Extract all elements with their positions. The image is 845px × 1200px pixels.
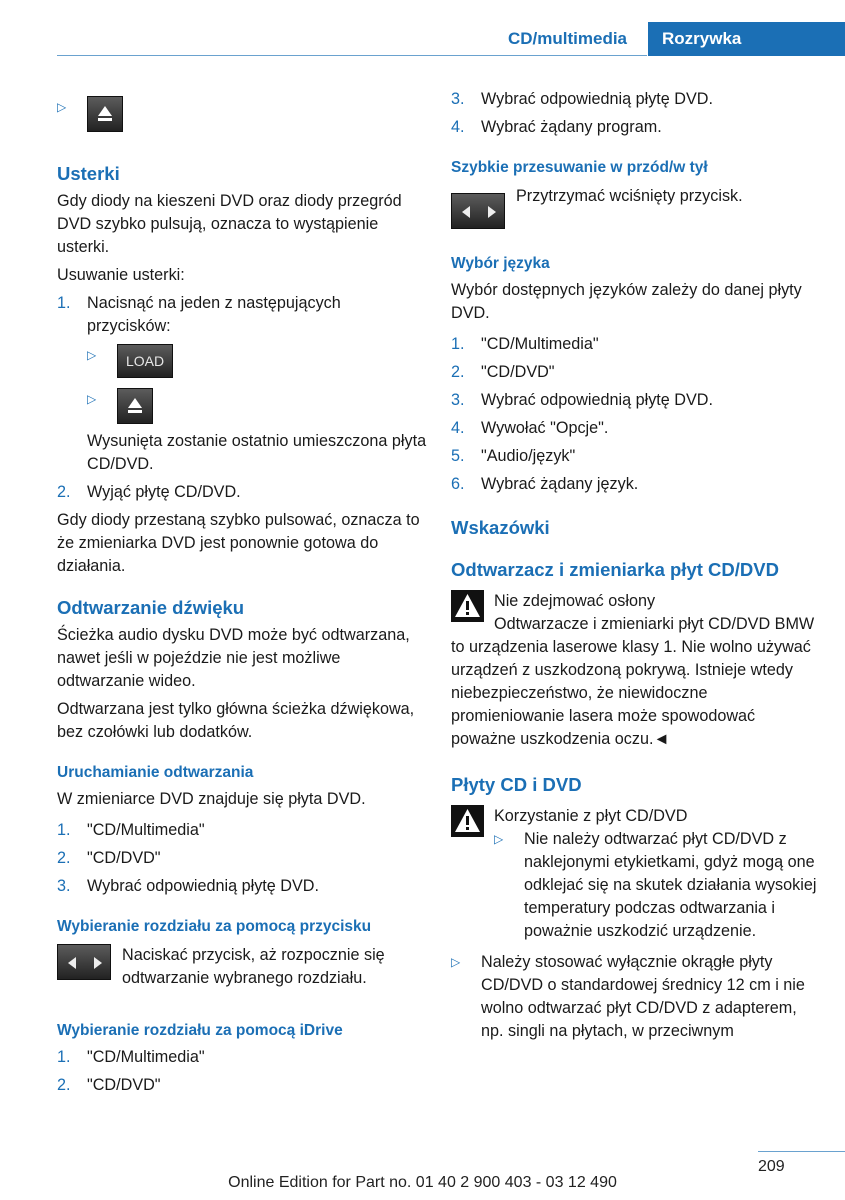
step-text: Wyjąć płytę CD/DVD. [87,483,241,501]
skip-buttons-icon [57,944,111,980]
warning-block [451,590,821,751]
section-title-odtwarzanie: Odtwarzanie dźwięku [57,597,245,618]
paragraph: Wybór dostępnych języków zależy do danej płyty DVD. [451,281,802,322]
paragraph: Odtwarzana jest tylko główna ścieżka dźwiękowa, bez czołówki lub dodatków. [57,700,415,741]
bullet-icon: ▷ [494,832,504,846]
warning-icon [451,805,484,837]
paragraph: Usuwanie usterki: [57,266,185,284]
skip-row [57,944,427,990]
section-title-plyty: Płyty CD i DVD [451,774,582,795]
step-text: "CD/Multimedia" [87,1048,205,1066]
list-item: 1. "CD/Multimedia" [57,819,427,842]
warning-title: Korzystanie z płyt CD/DVD [494,807,688,825]
paragraph: Naciskać przycisk, aż rozpocznie się odtwarzanie wybranego rozdziału. [122,946,385,987]
bullet-icon: ▷ [57,100,67,114]
bullet-icon: ▷ [451,955,461,969]
list-item: 3. Wybrać odpowiednią płytę DVD. [451,88,821,111]
section-title-odtwarzacz: Odtwarzacz i zmieniarka płyt CD/DVD [451,559,779,580]
warning-text: Odtwarzacze i zmieniarki płyt CD/DVD BMW to urządzenia laserowe klasy 1. Nie wolno używać urządzeń z uszkodzoną pokrywą. Istnieje wtedy niebezpieczeństwo, że niewidoczne promieniowanie lasera może spowodować poważne uszkodzenia oczu.◄ [451,615,815,748]
warning-title: Nie zdejmować osłony [494,592,656,610]
section-title-usterki: Usterki [57,163,120,184]
step-text: Wybrać żądany program. [481,118,662,136]
list-item: 2. "CD/DVD" [57,1074,427,1097]
list-item [451,951,821,1043]
list-item [494,828,821,943]
warning-icon [451,590,484,622]
step-text: "CD/DVD" [87,849,161,867]
subsection-title-idrive: Wybieranie rozdziału za pomocą iDrive [57,1022,343,1039]
step-text: Wybrać odpowiednią płytę DVD. [87,877,319,895]
skip-row [451,185,821,229]
step-text: Nacisnąć na jeden z następujących przycisków: [87,294,341,335]
bullet-icon: ▷ [87,348,97,362]
list-item: 1. "CD/Multimedia" [451,333,821,356]
list-item: 4. Wywołać "Opcje". [451,417,821,440]
eject-row [87,388,427,424]
subsection-title-uruchamianie: Uruchamianie odtwarzania [57,764,254,781]
subsection-title-jezyk: Wybór języka [451,255,550,272]
step-text: "CD/DVD" [87,1076,161,1094]
step-text: "CD/Multimedia" [87,821,205,839]
paragraph: W zmieniarce DVD znajduje się płyta DVD. [57,790,366,808]
step-text: Wybrać żądany język. [481,475,639,493]
load-button-icon: LOAD [117,344,173,378]
page-number: 209 [758,1158,785,1175]
load-row [87,344,427,378]
list-item: 6. Wybrać żądany język. [451,473,821,496]
step-text: Wybrać odpowiednią płytę DVD. [481,90,713,108]
paragraph: Przytrzymać wciśnięty przycisk. [516,187,743,205]
step-text: "Audio/język" [481,447,576,465]
eject-button-icon [117,388,153,424]
bullet-text: Należy stosować wyłącznie okrągłe płyty CD/DVD o standardowej średnicy 12 cm i nie wolno odtwarzać płyt CD/DVD z adapterem, np. singli na płytach, w przeciwnym [481,953,805,1040]
step-text: Wywołać "Opcje". [481,419,609,437]
skip-buttons-icon [451,193,505,229]
step-text: Wybrać odpowiednią płytę DVD. [481,391,713,409]
paragraph: Gdy diody na kieszeni DVD oraz diody przegród DVD szybko pulsują, oznacza to wystąpienie usterki. [57,192,402,256]
right-column [451,88,821,1048]
eject-row [57,96,427,132]
subsection-title-szybkie: Szybkie przesuwanie w przód/w tył [451,159,708,176]
list-item: 2. "CD/DVD" [57,847,427,870]
bullet-text: Nie należy odtwarzać płyt CD/DVD z naklejonymi etykietkami, gdyż mogą one odklejać się na skutek działania wysokiej temperatury podczas odtwarzania i poważnie uszkodzić urządzenie. [524,830,817,940]
section-title-wskazowki: Wskazówki [451,517,550,538]
left-column [57,88,427,1102]
list-item: 2. Wyjąć płytę CD/DVD. [57,481,427,504]
paragraph: Gdy diody przestaną szybko pulsować, oznacza to że zmieniarka DVD jest ponownie gotowa do działania. [57,511,420,575]
paragraph: Ścieżka audio dysku DVD może być odtwarzana, nawet jeśli w pojeździe nie jest możliwe odtwarzanie wideo. [57,626,410,690]
list-item: 4. Wybrać żądany program. [451,116,821,139]
footer-rule [758,1151,845,1152]
list-item: 1. "CD/Multimedia" [57,1046,427,1069]
paragraph: Wysunięta zostanie ostatnio umieszczona płyta CD/DVD. [87,432,427,473]
list-item: 3. Wybrać odpowiednią płytę DVD. [451,389,821,412]
step-text: "CD/DVD" [481,363,555,381]
header-chapter-tab: Rozrywka [648,22,845,56]
header-section-crumb: CD/multimedia [507,29,628,48]
list-item: 3. Wybrać odpowiednią płytę DVD. [57,875,427,898]
list-item: 1. Nacisnąć na jeden z następujących przycisków: [57,292,427,338]
bullet-icon: ▷ [87,392,97,406]
subsection-title-przycisk: Wybieranie rozdziału za pomocą przycisku [57,918,372,935]
list-item: 5. "Audio/język" [451,445,821,468]
warning-block [451,805,821,943]
list-item: 2. "CD/DVD" [451,361,821,384]
footer-edition-text: Online Edition for Part no. 01 40 2 900 403 - 03 12 490 [228,1174,617,1191]
eject-button-icon [87,96,123,132]
step-text: "CD/Multimedia" [481,335,599,353]
